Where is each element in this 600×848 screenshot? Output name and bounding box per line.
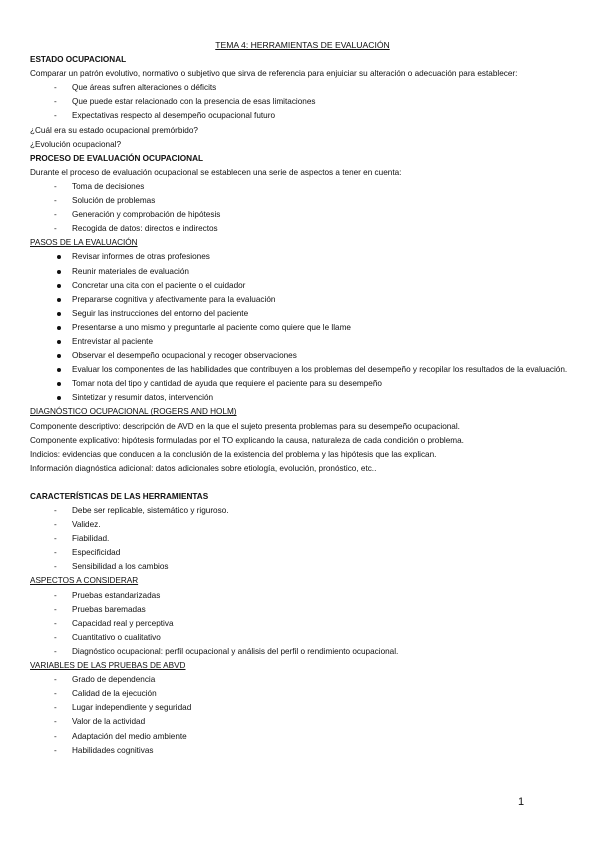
document-page	[30, 38, 575, 758]
list-item: - Toma de decisiones	[30, 180, 575, 194]
list-item: - Fiabilidad.	[30, 532, 575, 546]
list-item: - Grado de dependencia	[30, 673, 575, 687]
variables-list	[30, 673, 575, 758]
section-heading-diagnostico: DIAGNÓSTICO OCUPACIONAL (ROGERS AND HOLM)	[30, 407, 237, 417]
list-item: Tomar nota del tipo y cantidad de ayuda que requiere el paciente para su desempeño	[30, 377, 575, 391]
section-heading-proceso: PROCESO DE EVALUACIÓN OCUPACIONAL	[30, 153, 204, 163]
list-item: Observar el desempeño ocupacional y recoger observaciones	[30, 349, 575, 363]
list-item: - Expectativas respecto al desempeño ocupacional futuro	[30, 109, 575, 123]
estado-question-1: ¿Cuál era su estado ocupacional premórbido?	[30, 125, 198, 135]
list-item: - Valor de la actividad	[30, 715, 575, 729]
section-heading-pasos: PASOS DE LA EVALUACIÓN	[30, 238, 138, 248]
section-heading-estado: ESTADO OCUPACIONAL	[30, 55, 127, 65]
list-item: Presentarse a uno mismo y preguntarle al paciente como quiere que le llame	[30, 321, 575, 335]
proceso-list	[30, 180, 575, 236]
list-item: - Adaptación del medio ambiente	[30, 730, 575, 744]
diagnostico-line: Componente explicativo: hipótesis formuladas por el TO explicando la causa, naturaleza de cada condición o problema.	[30, 435, 464, 445]
list-item: Evaluar los componentes de las habilidades que contribuyen a los problemas del desempeño y recopilar los resultados de la evaluación.	[30, 363, 575, 377]
diagnostico-line: Indicios: evidencias que conducen a la conclusión de la existencia del problema y las hipótesis que las explican.	[30, 449, 437, 459]
list-item: - Solución de problemas	[30, 194, 575, 208]
list-item: - Lugar independiente y seguridad	[30, 701, 575, 715]
page-number: 1	[518, 796, 525, 808]
list-item: - Que puede estar relacionado con la presencia de esas limitaciones	[30, 95, 575, 109]
list-item: - Pruebas estandarizadas	[30, 589, 575, 603]
list-item: - Habilidades cognitivas	[30, 744, 575, 758]
list-item: - Generación y comprobación de hipótesis	[30, 208, 575, 222]
list-item: - Validez.	[30, 518, 575, 532]
caracteristicas-list	[30, 504, 575, 574]
section-heading-aspectos: ASPECTOS A CONSIDERAR	[30, 576, 139, 586]
proceso-intro: Durante el proceso de evaluación ocupacional se establecen una serie de aspectos a tener en cuenta:	[30, 167, 402, 177]
list-item: - Diagnóstico ocupacional: perfil ocupacional y análisis del perfil o rendimiento ocupacional.	[30, 645, 575, 659]
list-item: - Calidad de la ejecución	[30, 687, 575, 701]
list-item: - Debe ser replicable, sistemático y riguroso.	[30, 504, 575, 518]
list-item: Concretar una cita con el paciente o el cuidador	[30, 279, 575, 293]
list-item: Seguir las instrucciones del entorno del paciente	[30, 307, 575, 321]
page-title: TEMA 4: HERRAMIENTAS DE EVALUACIÓN	[215, 40, 390, 50]
list-item: Entrevistar al paciente	[30, 335, 575, 349]
section-heading-caracteristicas: CARACTERÍSTICAS DE LAS HERRAMIENTAS	[30, 491, 209, 501]
list-item: Sintetizar y resumir datos, intervención	[30, 391, 575, 405]
spacer	[30, 476, 575, 490]
list-item: Revisar informes de otras profesiones	[30, 250, 575, 264]
list-item: - Cuantitativo o cualitativo	[30, 631, 575, 645]
list-item: - Especificidad	[30, 546, 575, 560]
estado-question-2: ¿Evolución ocupacional?	[30, 139, 122, 149]
list-item: Reunir materiales de evaluación	[30, 265, 575, 279]
list-item: - Sensibilidad a los cambios	[30, 560, 575, 574]
pasos-list	[30, 250, 575, 405]
estado-intro: Comparar un patrón evolutivo, normativo o subjetivo que sirva de referencia para enjuiciar su alteración o adecuación para establecer:	[30, 69, 518, 79]
aspectos-list	[30, 589, 575, 659]
estado-list	[30, 81, 575, 123]
section-heading-variables: VARIABLES DE LAS PRUEBAS DE ABVD	[30, 661, 186, 671]
list-item: - Recogida de datos: directos e indirectos	[30, 222, 575, 236]
diagnostico-line: Componente descriptivo: descripción de AVD en la que el sujeto presenta problemas para su desempeño ocupacional.	[30, 421, 460, 431]
list-item: - Pruebas baremadas	[30, 603, 575, 617]
list-item: - Que áreas sufren alteraciones o déficits	[30, 81, 575, 95]
list-item: - Capacidad real y perceptiva	[30, 617, 575, 631]
list-item: Prepararse cognitiva y afectivamente para la evaluación	[30, 293, 575, 307]
diagnostico-line: Información diagnóstica adicional: datos adicionales sobre etiología, evolución, pronóstico, etc..	[30, 463, 377, 473]
